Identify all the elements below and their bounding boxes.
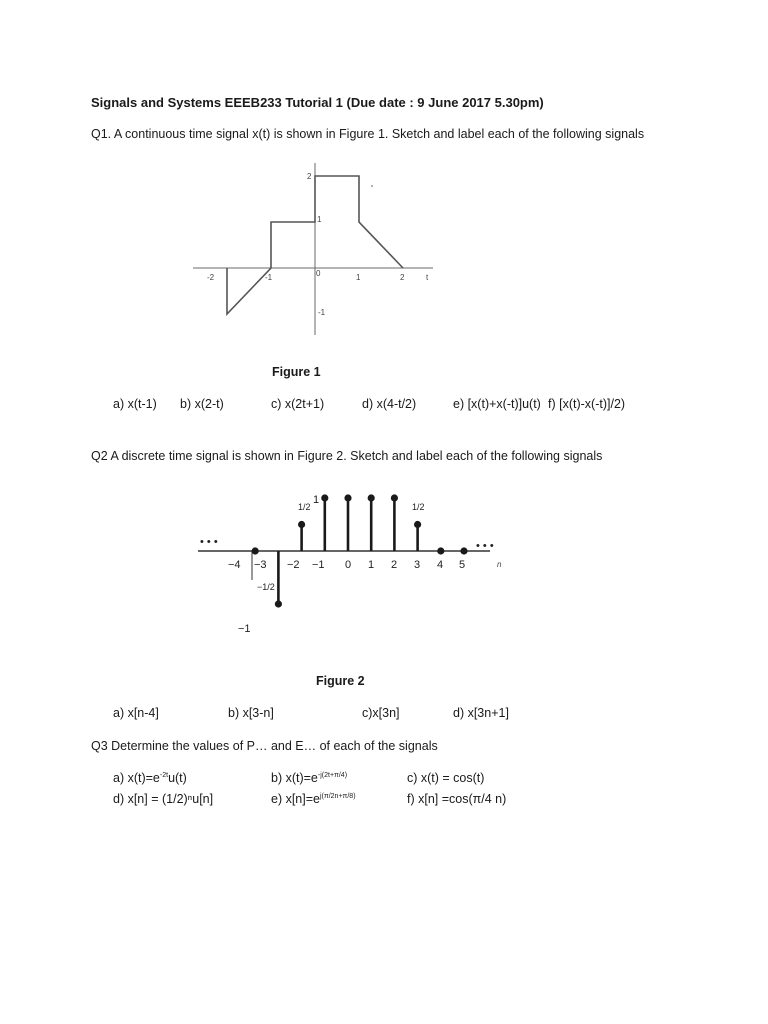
fig2-ntick-1: 1: [368, 559, 375, 571]
fig2-ellipsis-right: • • •: [476, 540, 494, 552]
q2-part-c: c)x[3n]: [362, 706, 400, 720]
fig2-ntick-2: 2: [391, 559, 398, 571]
fig2-point-n-1: [321, 494, 328, 501]
q3-part-d: d) x[n] = (1/2)ⁿu[n]: [113, 792, 214, 806]
fig2-point-n-3: [275, 600, 282, 607]
fig2-value-label-half-left: 1/2: [298, 502, 311, 512]
fig1-ytick-1: 1: [317, 215, 322, 224]
fig2-ntick-4: 4: [437, 559, 444, 571]
fig2-value-label-neg-half: −1/2: [257, 582, 275, 592]
q3-part-e-base: e) x[n]=e: [271, 792, 320, 806]
fig2-point-n5: [460, 547, 467, 554]
q2-part-a: a) x[n-4]: [113, 706, 159, 720]
figure-1-caption: Figure 1: [272, 365, 321, 379]
fig2-ntick-neg3: −3: [254, 559, 267, 571]
fig1-xtick-1: 1: [356, 273, 361, 282]
question-1-text: Q1. A continuous time signal x(t) is shown in Figure 1. Sketch and label each of the following signals: [91, 127, 645, 141]
fig1-xtick-neg1: -1: [265, 273, 273, 282]
q3-part-b: [271, 771, 347, 785]
fig2-point-n2: [391, 494, 398, 501]
fig2-value-label-half-right: 1/2: [412, 502, 425, 512]
q1-part-d: d) x(4-t/2): [362, 397, 417, 411]
fig1-ytick-neg1: -1: [318, 308, 326, 317]
fig1-ytick-2: 2: [307, 172, 312, 181]
fig2-point-n0: [344, 494, 351, 501]
fig2-value-label-neg-one: −1: [238, 623, 251, 635]
fig2-ntick-neg2: −2: [287, 559, 300, 571]
fig1-xtick-2: 2: [400, 273, 405, 282]
q3-part-a-base: a) x(t)=e: [113, 771, 160, 785]
q3-part-a-tail: u(t): [168, 771, 187, 785]
fig2-point-n1: [368, 494, 375, 501]
fig1-xaxis-label: t: [426, 273, 429, 282]
q3-part-c: c) x(t) = cos(t): [407, 771, 485, 785]
q3-part-a-exponent: -2t: [159, 772, 169, 779]
fig2-point-n-4: [252, 547, 259, 554]
q3-part-a: [113, 771, 187, 785]
fig2-ellipsis-left: • • •: [200, 536, 218, 548]
fig2-point-n-2: [298, 521, 305, 528]
q1-part-a: a) x(t-1): [113, 397, 157, 411]
question-2-text: Q2 A discrete time signal is shown in Figure 2. Sketch and label each of the following signals: [91, 449, 603, 463]
q1-part-b: b) x(2-t): [180, 397, 224, 411]
fig2-ntick-neg4: −4: [228, 559, 241, 571]
q3-part-e: [271, 792, 356, 806]
question-3-text: Q3 Determine the values of P… and E… of each of the signals: [91, 739, 438, 753]
q1-part-f: f) [x(t)-x(-t)]/2): [548, 397, 626, 411]
q1-part-c: c) x(2t+1): [271, 397, 325, 411]
q2-part-d: d) x[3n+1]: [453, 706, 509, 720]
q2-part-b: b) x[3-n]: [228, 706, 274, 720]
fig2-point-n3: [414, 521, 421, 528]
fig2-ntick-5: 5: [459, 559, 466, 571]
q3-part-e-exponent: j(π/2n+π/8): [320, 793, 356, 800]
fig1-xtick-0: 0: [316, 269, 321, 278]
fig2-ntick-neg1: −1: [312, 559, 325, 571]
q3-part-f: f) x[n] =cos(π/4 n): [407, 792, 507, 806]
fig1-xtick-neg2: -2: [207, 273, 215, 282]
q3-part-b-exponent: -j(2t+π/4): [317, 772, 348, 779]
fig2-ntick-0: 0: [345, 559, 352, 571]
fig2-point-n4: [437, 547, 444, 554]
document-title: Signals and Systems EEEB233 Tutorial 1 (Due date : 9 June 2017 5.30pm): [91, 95, 544, 110]
fig2-ntick-3: 3: [414, 559, 421, 571]
q1-part-e: e) [x(t)+x(-t)]u(t): [453, 397, 541, 411]
q3-part-b-base: b) x(t)=e: [271, 771, 318, 785]
fig2-value-label-one: 1: [313, 494, 320, 506]
figure-2-caption: Figure 2: [316, 674, 365, 688]
fig2-n-label: n: [497, 560, 502, 569]
